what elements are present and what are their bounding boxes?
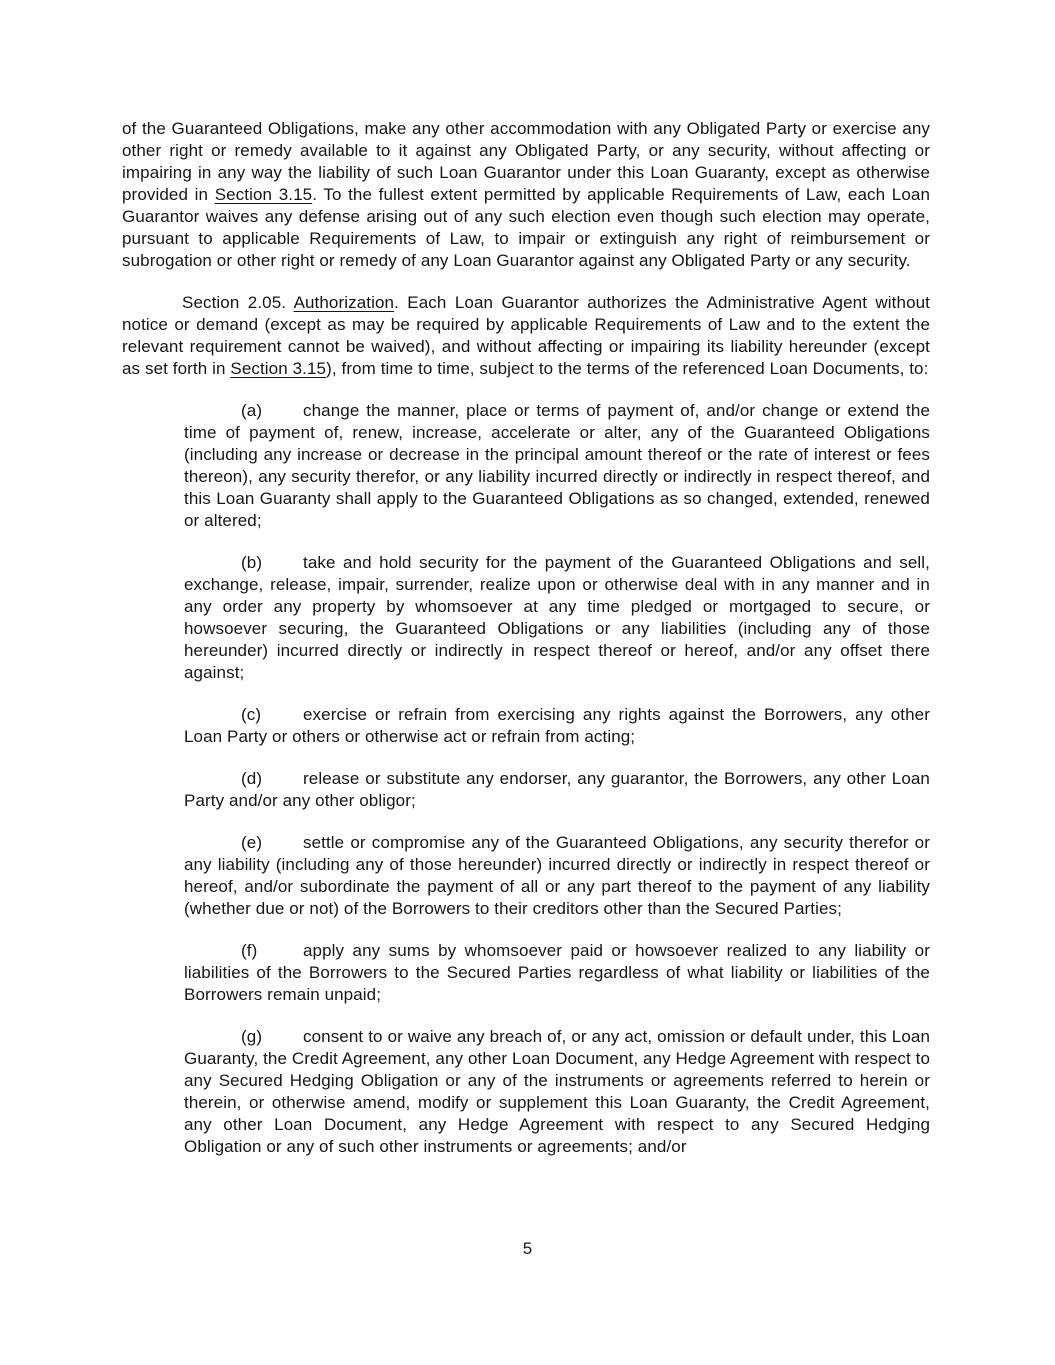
text-segment: change the manner, place or terms of payment of, and/or change or extend the time of payment of, renew, increase, accelerate or alter, any of the Guaranteed Obligations (including any increase or decrease in the principal amount thereof or the rate of interest or fees thereon), any security therefor, or any liability incurred directly or indirectly in respect thereof, and this Loan Guaranty shall apply to the Guaranteed Obligations as so changed, extended, renewed or altered;	[184, 401, 930, 530]
list-item-e	[184, 832, 930, 920]
list-item-g	[184, 1026, 930, 1158]
list-item-d	[184, 768, 930, 812]
item-label-g: (g)	[241, 1027, 263, 1046]
text-segment: apply any sums by whomsoever paid or howsoever realized to any liability or liabilities of the Borrowers to the Secured Parties regardless of what liability or liabilities of the Borrowers remain unpaid;	[184, 941, 930, 1004]
list-item-c	[184, 704, 930, 748]
list-item-f	[184, 940, 930, 1006]
text-segment: release or substitute any endorser, any guarantor, the Borrowers, any other Loan Party and/or any other obligor;	[184, 769, 930, 810]
text-segment: of the Guaranteed Obligations, make any other accommodation with any Obligated Party or exercise any other right or remedy available to it against any Obligated Party, or any security, without affecting or impairing in any way the liability of such Loan Guarantor under this Loan Guaranty, except as otherwise provided in	[122, 119, 930, 204]
text-segment: . Each Loan Guarantor authorizes the Administrative Agent without notice or demand (except as may be required by applicable Requirements of Law and to the extent the relevant requirement cannot be waived), and without affecting or impairing its liability hereunder (except as set forth in	[122, 293, 930, 378]
item-label-c: (c)	[241, 705, 262, 724]
document-body	[122, 118, 930, 1178]
paragraph-section-2-05-authorization	[122, 292, 930, 380]
item-label-e: (e)	[241, 833, 263, 852]
item-label-a: (a)	[241, 401, 263, 420]
text-segment: exercise or refrain from exercising any rights against the Borrowers, any other Loan Party or others or otherwise act or refrain from acting;	[184, 705, 930, 746]
paragraph-guaranteed-obligations-continuation	[122, 118, 930, 272]
text-segment: . To the fullest extent permitted by applicable Requirements of Law, each Loan Guarantor waives any defense arising out of any such election even though such election may operate, pursuant to applicable Requirements of Law, to impair or extinguish any right of reimbursement or subrogation or other right or remedy of any Loan Guarantor against any Obligated Party or any security.	[122, 185, 930, 270]
text-segment: Section 2.05.	[182, 293, 294, 312]
underlined-reference: Section 3.15	[214, 185, 313, 204]
item-label-d: (d)	[241, 769, 263, 788]
text-segment: settle or compromise any of the Guaranteed Obligations, any security therefor or any liability (including any of those hereunder) incurred directly or indirectly in respect thereof or hereof, and/or subordinate the payment of all or any part thereof to the payment of any liability (whether due or not) of the Borrowers to their creditors other than the Secured Parties;	[184, 833, 930, 918]
list-item-b	[184, 552, 930, 684]
item-label-b: (b)	[241, 553, 263, 572]
item-label-f: (f)	[241, 941, 258, 960]
text-segment: ), from time to time, subject to the terms of the referenced Loan Documents, to:	[326, 359, 929, 378]
underlined-reference: Authorization	[293, 293, 395, 312]
page-number: 5	[522, 1239, 533, 1258]
text-segment: consent to or waive any breach of, or any act, omission or default under, this Loan Guaranty, the Credit Agreement, any other Loan Document, any Hedge Agreement with respect to any Secured Hedging Obligation or any of the instruments or agreements referred to herein or therein, or otherwise amend, modify or supplement this Loan Guaranty, the Credit Agreement, any other Loan Document, any Hedge Agreement with respect to any Secured Hedging Obligation or any of such other instruments or agreements; and/or	[184, 1027, 930, 1156]
text-segment: take and hold security for the payment of the Guaranteed Obligations and sell, exchange, release, impair, surrender, realize upon or otherwise deal with in any manner and in any order any property by whomsoever at any time pledged or mortgaged to secure, or howsoever securing, the Guaranteed Obligations or any liabilities (including any of those hereunder) incurred directly or indirectly in respect thereof or hereof, and/or any offset there against;	[184, 553, 930, 682]
underlined-reference: Section 3.15	[230, 359, 327, 378]
list-item-a	[184, 400, 930, 532]
